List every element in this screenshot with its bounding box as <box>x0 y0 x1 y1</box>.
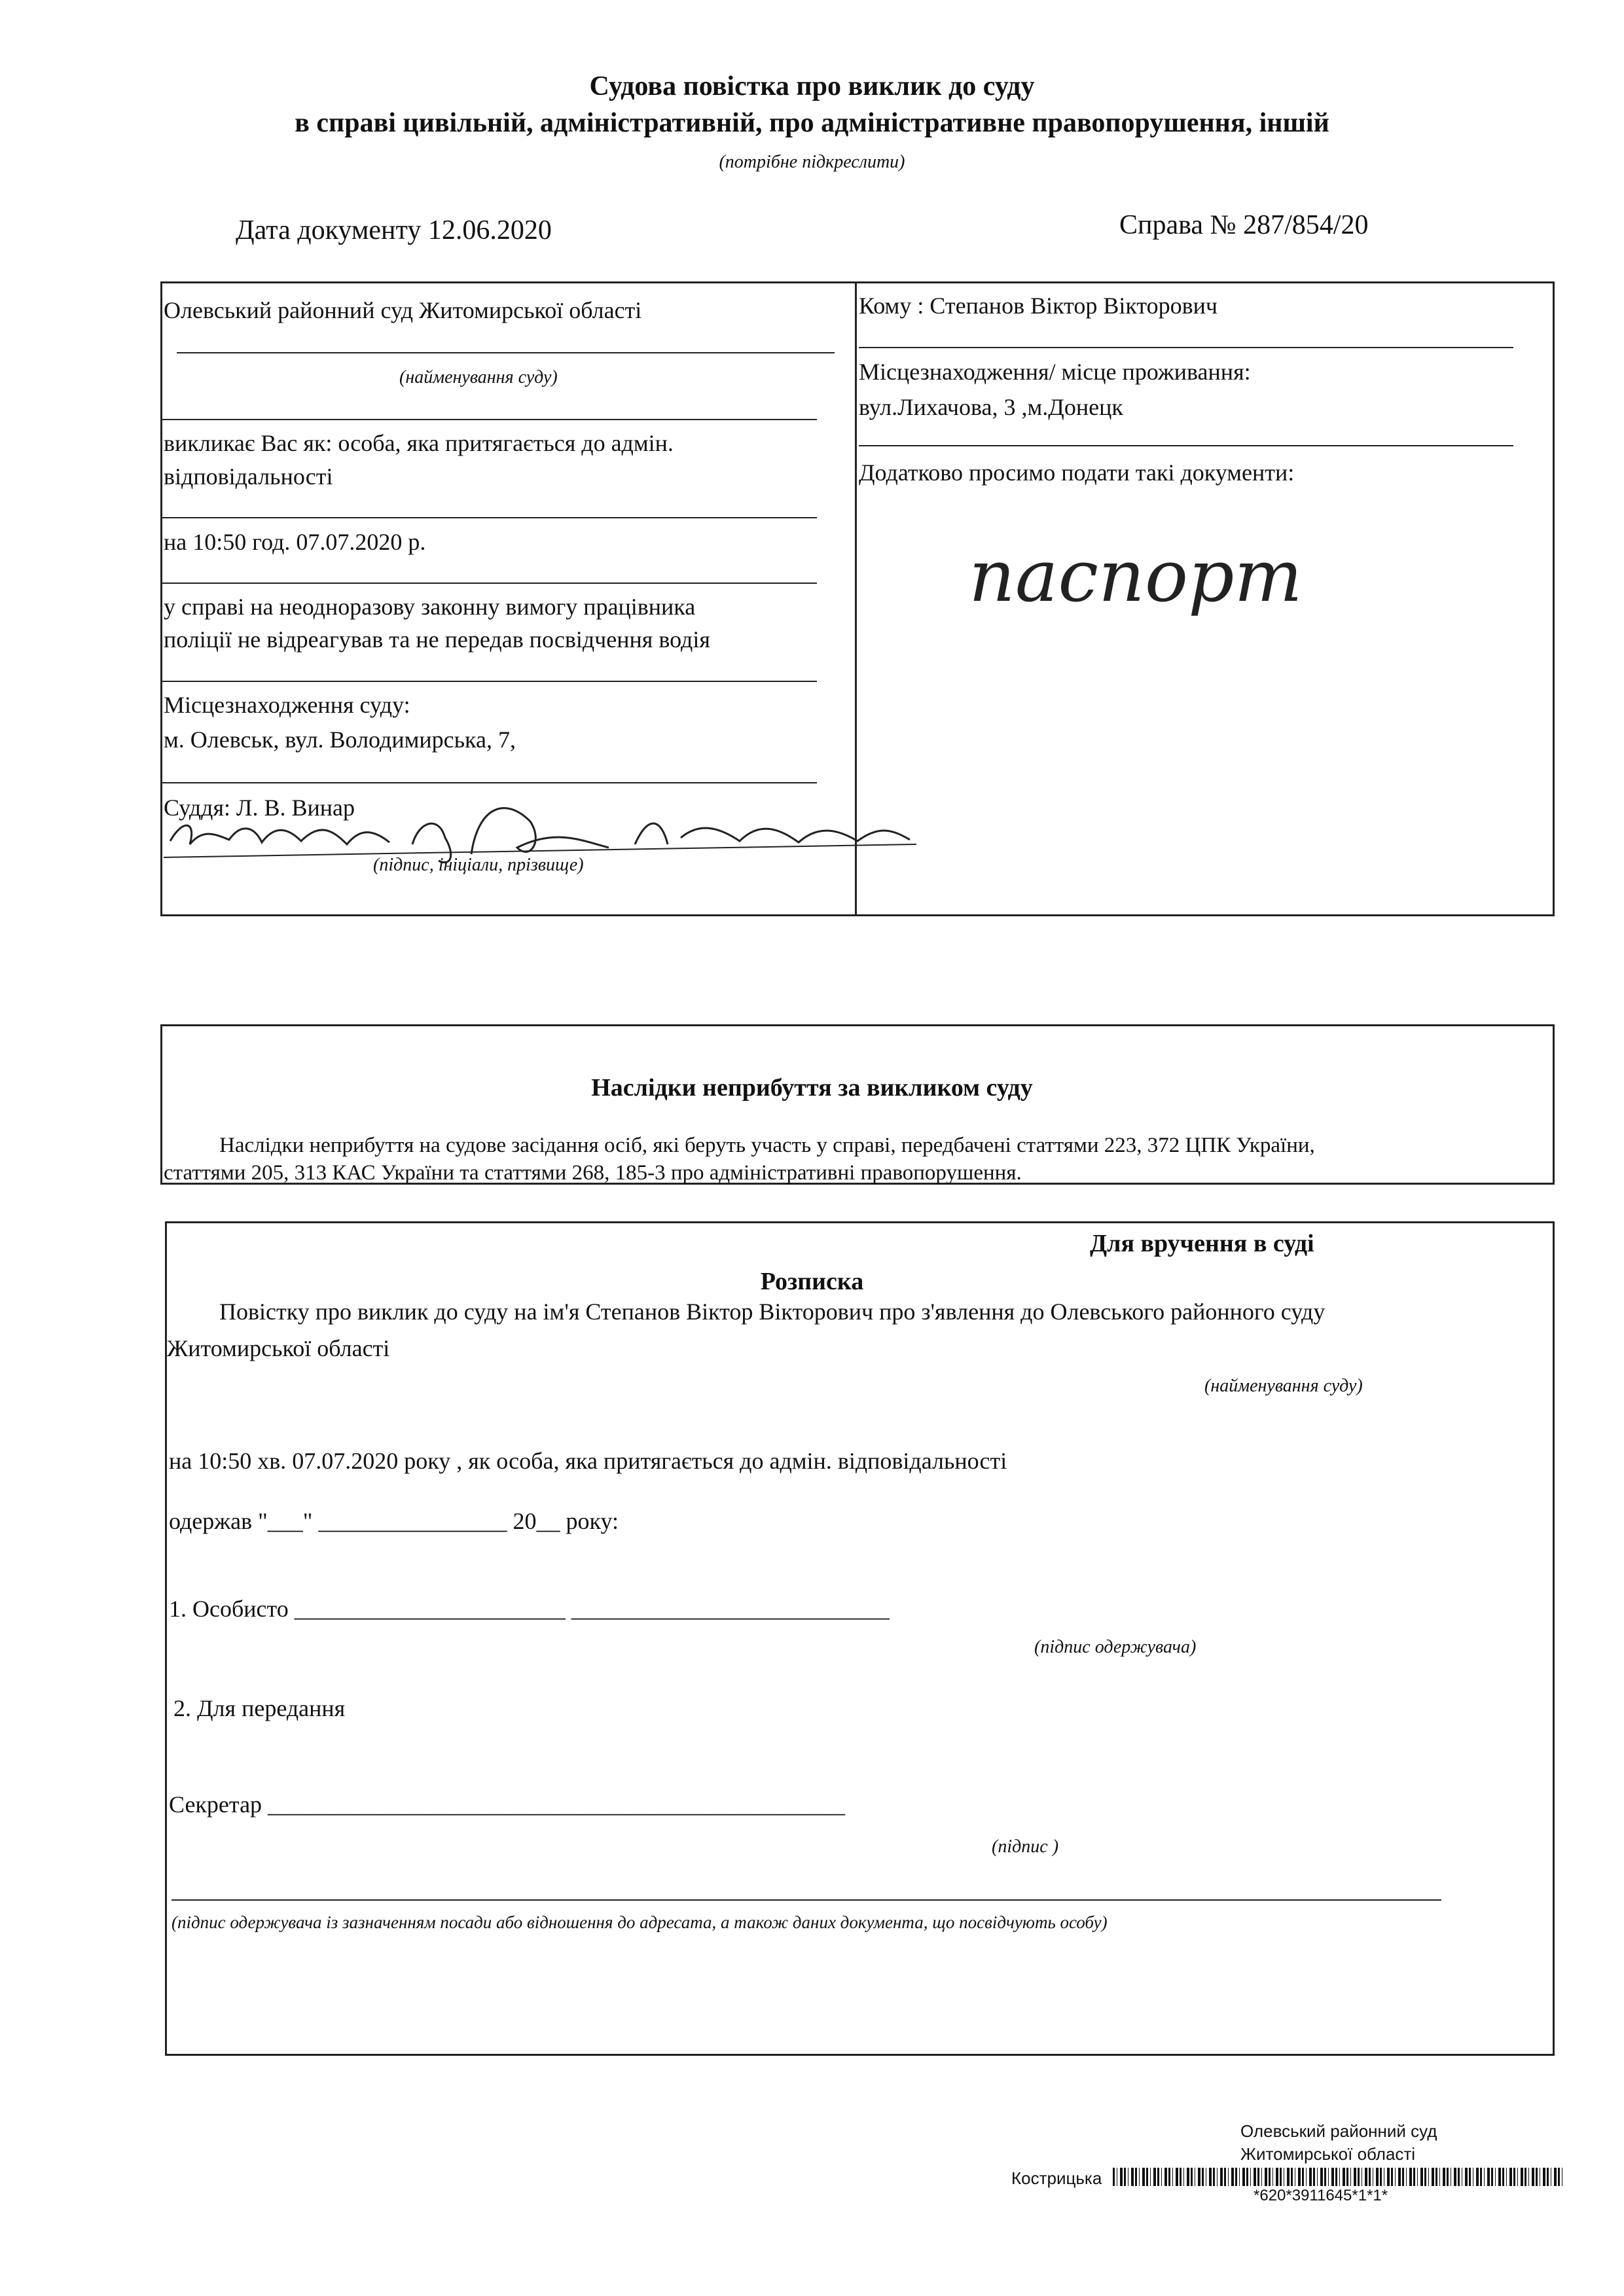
receipt-court-caption: (найменування суду) <box>1204 1376 1363 1396</box>
clerk-name: Кострицька <box>1011 2168 1102 2188</box>
personally-line: 1. Особисто _______________________ ___________________________ <box>169 1596 890 1622</box>
title-line-1: Судова повістка про виклик до суду <box>589 71 1035 101</box>
appearance-time: на 10:50 год. 07.07.2020 р. <box>164 529 426 555</box>
receipt-title: Розписка <box>760 1268 864 1295</box>
handwritten-passport: паспорт <box>969 534 1303 618</box>
document-date: Дата документу 12.06.2020 <box>236 215 552 245</box>
receipt-time-line: на 10:50 хв. 07.07.2020 року , як особа, яка притягається до адмін. відповідальності <box>169 1448 1007 1474</box>
court-name-caption: (найменування суду) <box>399 367 558 387</box>
received-date-line: одержав "___" ________________ 20__ року: <box>169 1508 619 1534</box>
summons-as-line-2: відповідальності <box>164 463 333 490</box>
title-line-2: в справі цивільній, адміністративній, про адміністративне правопорушення, іншій <box>295 108 1329 138</box>
receipt-line-2: Житомирської області <box>167 1335 390 1361</box>
secretary-line: Секретар _________________________________________________ <box>169 1791 846 1818</box>
judge-name: Суддя: Л. В. Винар <box>164 795 355 821</box>
case-matter-line-2: поліції не відреагував та не передав посвідчення водія <box>164 626 710 653</box>
court-name: Олевський районний суд Житомирської області <box>164 297 642 323</box>
recipient-name: Кому : Степанов Віктор Вікторович <box>859 293 1218 319</box>
summons-as-line-1: викликає Вас як: особа, яка притягається до адмін. <box>164 430 674 456</box>
consequences-text-2: статтями 205, 313 КАС України та статтями 268, 185-3 про адміністративні правопорушення. <box>164 1161 1022 1185</box>
residence-label: Місцезнаходження/ місце проживання: <box>859 359 1251 385</box>
secretary-signature-caption: (підпис ) <box>992 1837 1059 1857</box>
receipt-bottom-caption: (підпис одержувача із зазначенням посади або відношення до адресата, а також даних документа, що посвідчують особу) <box>171 1912 1108 1932</box>
footer-court-line-1: Олевський районний суд <box>1240 2121 1437 2141</box>
footer-court-line-2: Житомирської області <box>1240 2144 1416 2164</box>
recipient-signature-caption: (підпис одержувача) <box>1034 1637 1197 1657</box>
consequences-title: Наслідки неприбуття за викликом суду <box>591 1074 1033 1102</box>
delivery-note: Для вручення в суді <box>1090 1230 1314 1257</box>
case-number: Справа № 287/854/20 <box>1119 210 1369 240</box>
title-note: (потрібне підкреслити) <box>719 152 905 172</box>
consequences-text-1: Наслідки неприбуття на судове засідання осіб, які беруть участь у справі, передбачені статтями 223, 372 ЦПК України, <box>219 1134 1315 1157</box>
receipt-line-1: Повістку про виклик до суду на ім'я Степанов Віктор Вікторович про з'явлення до Олевського районного суду <box>219 1299 1326 1325</box>
barcode <box>1113 2168 1564 2186</box>
case-matter-line-1: у справі на неодноразову законну вимогу працівника <box>164 594 696 620</box>
residence-address: вул.Лихачова, 3 ,м.Донецк <box>859 394 1123 420</box>
court-location: м. Олевськ, вул. Володимирська, 7, <box>164 726 516 753</box>
court-location-label: Місцезнаходження суду: <box>164 692 410 718</box>
barcode-number: *620*3911645*1*1* <box>1254 2187 1388 2204</box>
signature-caption: (підпис, ініціали, прізвище) <box>373 855 584 875</box>
extra-documents-label: Додатково просимо подати такі документи: <box>859 459 1295 486</box>
for-transfer-line: 2. Для передання <box>173 1695 346 1721</box>
